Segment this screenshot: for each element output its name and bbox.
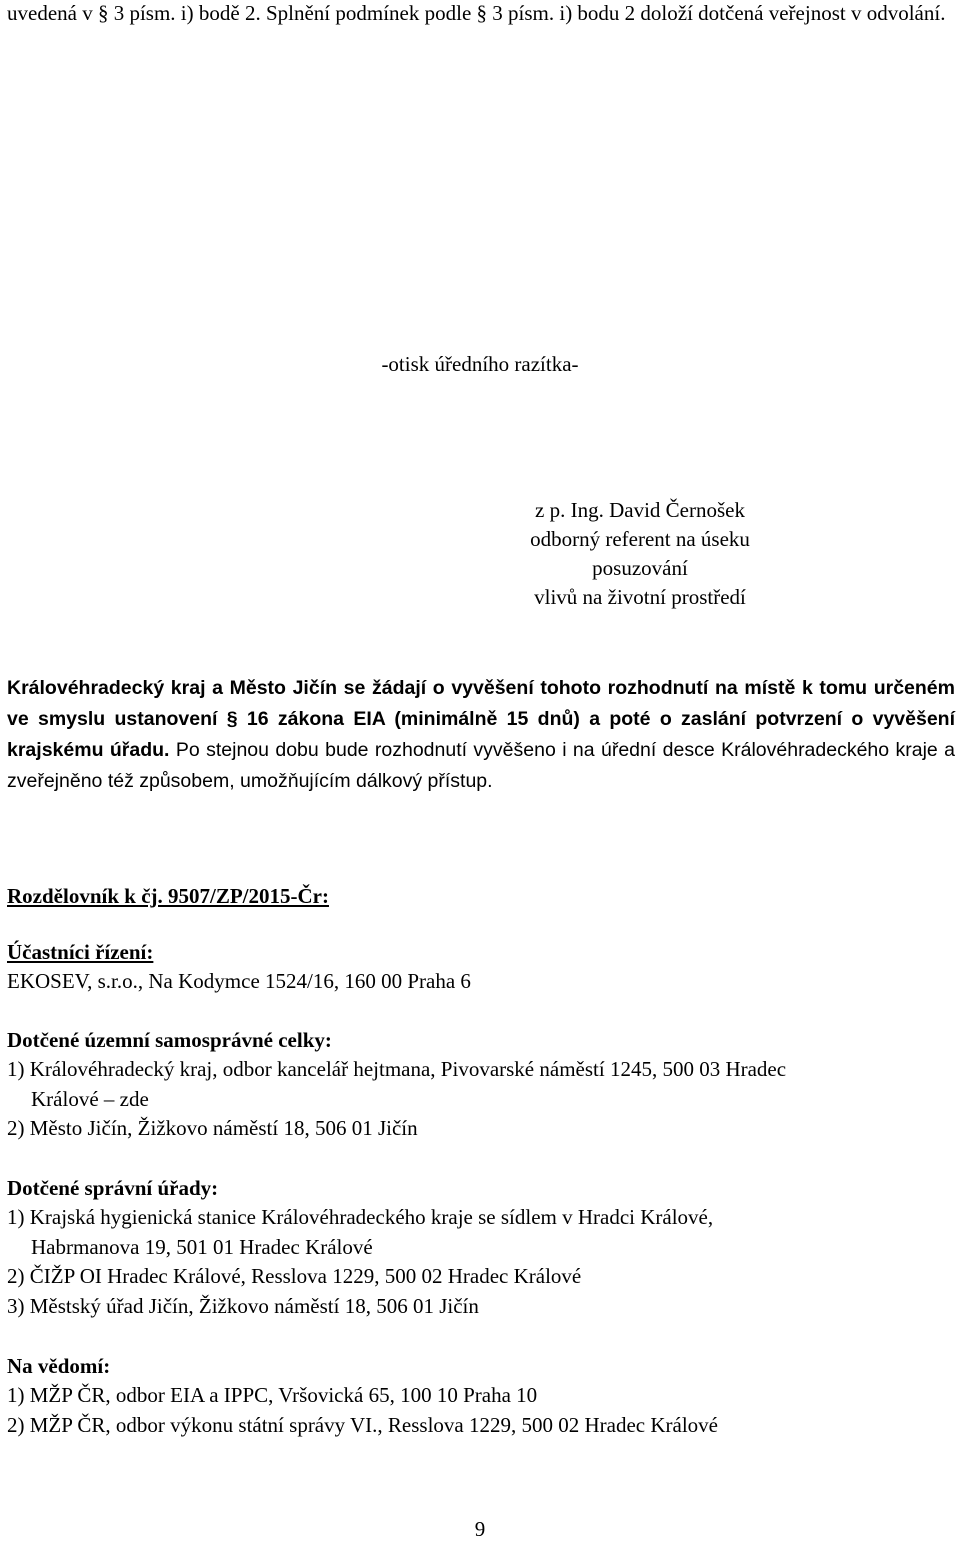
authorities-section <box>7 1174 955 1321</box>
authority-item-3: 3) Městský úřad Jičín, Žižkovo náměstí 18, 506 01 Jičín <box>7 1293 479 1318</box>
authority-item-2: 2) ČIŽP OI Hradec Králové, Resslova 1229, 500 02 Hradec Králové <box>7 1264 582 1289</box>
for-info-item-1: 1) MŽP ČR, odbor EIA a IPPC, Vršovická 65, 100 10 Praha 10 <box>7 1383 538 1408</box>
for-info-heading: Na vědomí: <box>7 1354 111 1378</box>
page-number: 9 <box>474 1517 486 1541</box>
for-info-item-2: 2) MŽP ČR, odbor výkonu státní správy VI., Resslova 1229, 500 02 Hradec Králové <box>7 1412 718 1437</box>
authority-item-1-cont: Habrmanova 19, 501 01 Hradec Králové <box>31 1234 373 1259</box>
for-info-section <box>7 1352 955 1440</box>
posting-notice-paragraph <box>7 673 955 797</box>
intro-paragraph: uvedená v § 3 písm. i) bodě 2. Splnění podmínek podle § 3 písm. i) bodu 2 doloží dotčená veřejnost v odvolání. <box>7 1 946 25</box>
territorial-item-1: 1) Královéhradecký kraj, odbor kancelář hejtmana, Pivovarské náměstí 1245, 500 03 Hradec <box>7 1057 787 1082</box>
territorial-section <box>7 1026 955 1144</box>
signature-name: z p. Ing. David Černošek <box>535 498 745 522</box>
participant-item: EKOSEV, s.r.o., Na Kodymce 1524/16, 160 00 Praha 6 <box>7 969 471 994</box>
participants-section <box>7 938 955 997</box>
territorial-item-1-cont: Králové – zde <box>31 1086 149 1111</box>
territorial-heading: Dotčené územní samosprávné celky: <box>7 1028 332 1052</box>
posting-notice-text: Po stejnou dobu bude rozhodnutí vyvěšeno i na úřední desce Královéhradeckého kraje a zveřejněno též způsobem, umožňujícím dálkový přístup. <box>7 739 956 792</box>
signature-block <box>490 496 790 612</box>
participants-heading: Účastníci řízení: <box>7 940 154 964</box>
territorial-item-2: 2) Město Jičín, Žižkovo náměstí 18, 506 01 Jičín <box>7 1116 418 1141</box>
signature-position-1: odborný referent na úseku posuzování <box>530 527 750 580</box>
distribution-title: Rozdělovník k čj. 9507/ZP/2015-Čr: <box>7 884 329 908</box>
authority-item-1: 1) Krajská hygienická stanice Královéhradeckého kraje se sídlem v Hradci Králové, <box>7 1205 714 1230</box>
authorities-heading: Dotčené správní úřady: <box>7 1176 219 1200</box>
posting-notice-bold: Královéhradecký kraj a Město Jičín se žádají o vyvěšení tohoto rozhodnutí na místě k tomu určeném ve smyslu ustanovení § 16 zákona EIA (minimálně 15 dnů) a poté o zaslání potvrzení o vyvěšení krajskému úřadu. <box>7 677 955 761</box>
signature-position-2: vlivů na životní prostředí <box>534 585 746 609</box>
stamp-placeholder: -otisk úředního razítka- <box>381 352 579 376</box>
